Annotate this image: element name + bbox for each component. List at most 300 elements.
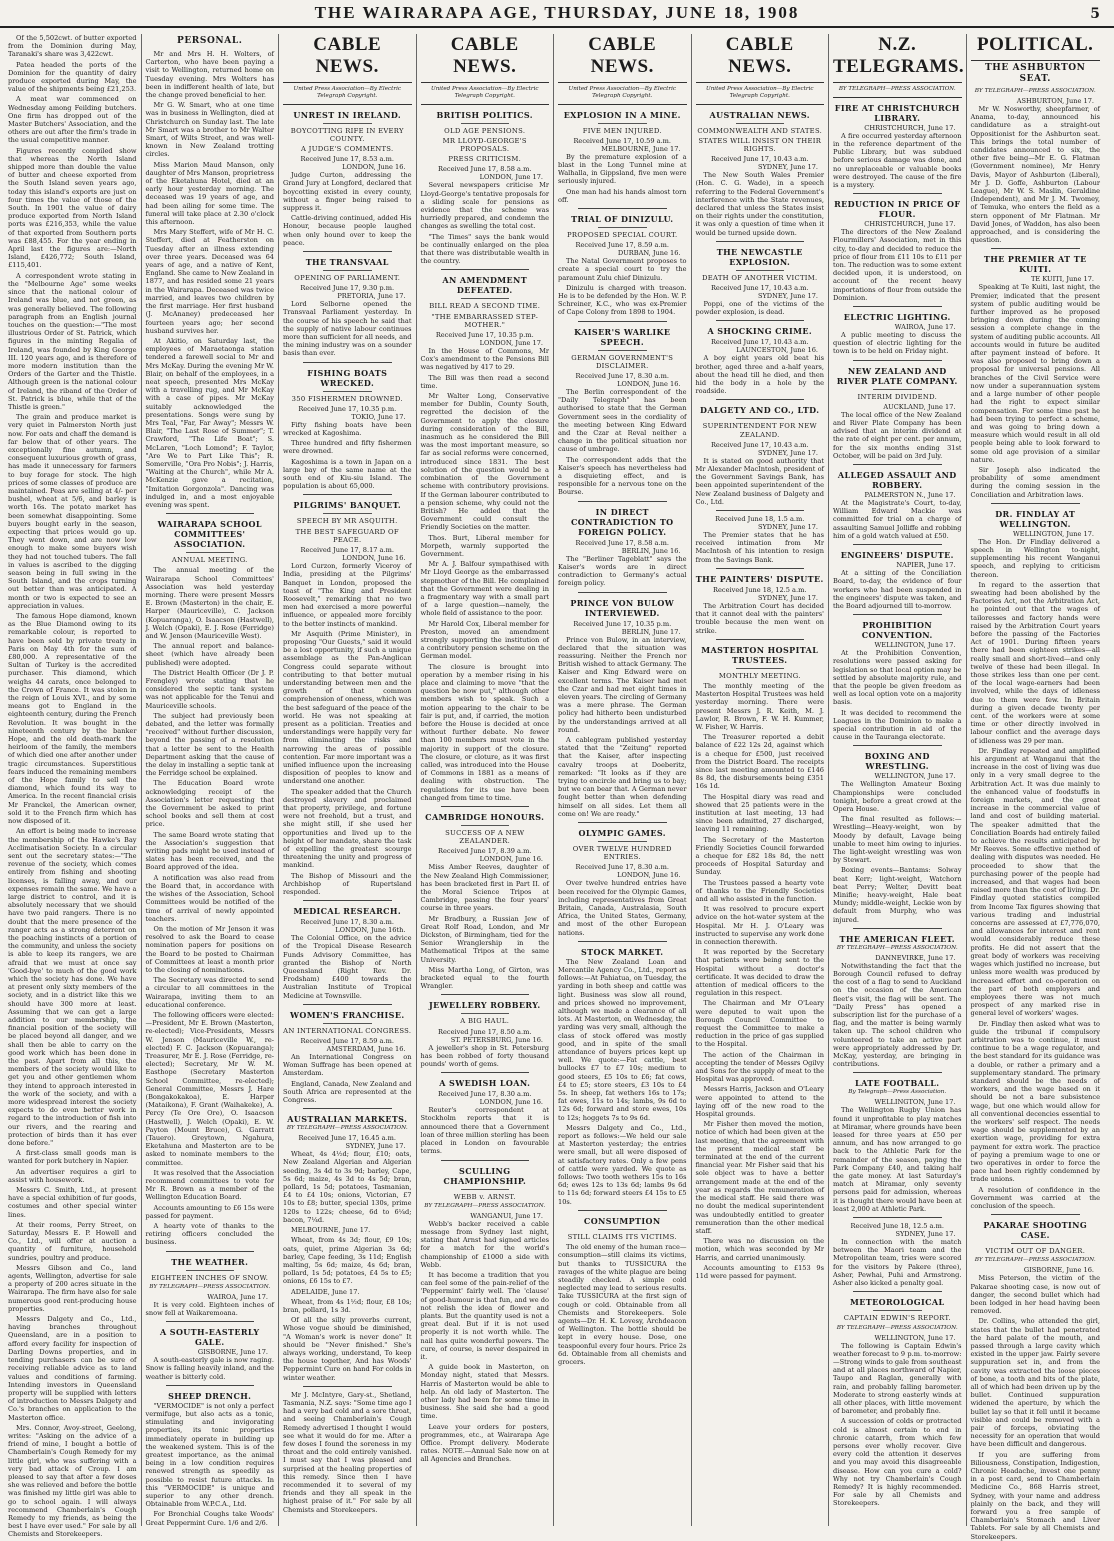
column-3 xyxy=(279,34,417,1526)
section-divider xyxy=(716,568,805,569)
dateline: MELBOURNE, June 17. xyxy=(601,144,681,153)
dateline: LAUNCESTON, June 16. xyxy=(736,346,818,355)
heading-rule xyxy=(186,1270,235,1271)
section-divider xyxy=(578,592,667,593)
section-divider xyxy=(991,1214,1081,1215)
paragraph: "VERMOCIDE" is not only a perfect vermifuge, but also acts as a tonic, stimulating and invigorating properties, its tonic properties immediately operate in building up the weakened system. This is of the greatest importance, as the animal being in a low condition requires renewed strength as speedily as possible to resist future attacks. In this "VERMOCIDE" is unique and superior to any other drench. Obtainable from W.P.C.A., Ltd. xyxy=(145,1401,274,1509)
section-divider xyxy=(716,241,805,242)
section-divider xyxy=(303,900,392,901)
section-heading: THE TRANSVAAL xyxy=(305,257,389,268)
heading-rule xyxy=(598,350,647,351)
dateline: LONDON, June 16th. xyxy=(335,926,406,935)
heading-rule xyxy=(461,1189,510,1190)
heading-rule xyxy=(736,123,785,124)
paragraph: Miss Amber Reeves, daughter of the New Zealand High Commissioner, has been bracketed first in Part II. of the Moral Science Tripos at Cambridge, passing the four years' course in three years. xyxy=(420,863,549,913)
dateline: ST. PETERSBURG, June 16. xyxy=(450,1035,543,1044)
section-heading: JEWELLERY ROBBERY. xyxy=(428,1000,541,1011)
section-divider xyxy=(853,1072,942,1073)
paragraph: The annual meeting of the Wairarapa School Committees' Association was held yesterday morning. There were present Messrs E. Brown (Masterton) in the chair, E. Harper (Mauriceville), C. Jackson (Kopuaranga), O. Isaacson (Hastwell), J. Welch (Opaki), E. J. Rose (Ferridge) and W. Jenson (Mauriceville West). xyxy=(145,566,274,640)
paragraph: Miss Martha Long, of Girton, was bracketed equal to the fourth Wrangler. xyxy=(420,965,549,991)
byline: BY TELEGRAPH—PRESS ASSOCIATION. xyxy=(836,944,958,951)
section-divider xyxy=(853,360,942,361)
section-heading: AN AMENDMENT DEFEATED. xyxy=(442,275,528,296)
paragraph: Lord Selborne opened the Transvaal Parliament yesterday. In the course of his speech he said that the supply of native labour continues more than sufficient for all needs, and the mining industry was on a sounder basis than ever. xyxy=(283,300,412,358)
section-heading: THE AMERICAN FLEET. xyxy=(839,933,955,944)
heading-rule xyxy=(736,418,785,419)
column-banner: POLITICAL. xyxy=(971,34,1101,61)
section-divider xyxy=(441,1160,530,1161)
column-8 xyxy=(967,34,1105,1541)
received-line: Received June 17, 10.59 a.m. xyxy=(573,136,672,145)
section-subheading: BOYCOTTING RIFE IN EVERY COUNTY. xyxy=(290,126,404,143)
paragraph: Mrs Mary Steffert, wife of Mr H. C. Steffert, died at Featherston on Tuesday after an illness extending over three years. Deceased was 64 years of age, and a native of Kent, England. She came to New Zealand in 1877, and has resided some 21 years in the Wairarapa. Deceased was twice married, and leaves two children by the first marriage. Her first husband (J. McAnaney) predeceased her fourteen years ago; her second husband survives her. xyxy=(145,228,274,335)
paragraph: The Wellington Amateur Boxing Championships were concluded tonight, before a great crowd at the Opera House. xyxy=(833,780,962,813)
paragraph: Mr Harold Cox, Liberal member for Preston, moved an amendment strongly supporting the institution of a contributory pension scheme on the German model. xyxy=(420,619,549,661)
received-line: Received June 18, 12.5 a.m. xyxy=(850,1222,944,1231)
received-line: Received June 17, 8.53 a.m. xyxy=(300,155,394,164)
paragraph: The famous Hope diamond, known as the Blue Diamond owing to its remarkable colour, is reported to have been sold by private treaty in Paris on May 4th for the sum of £80,000. A representative of the Sultan of Turkey is the accredited purchaser. This diamond, which weighs 44 carats, once belonged to the Crown of France. It was stolen in the reign of Louis XVI., and by some means got to England in the eighteenth century, during the French Revolution. It was bought in the nineteenth century by the banker Hope, and the old death-mark the heirloom of the family, the members of which died one after another under tragic circumstances. Superstitious fears induced the remaining members of the Hope family to sell the diamond, which found its way to America. In the recent financial crisis Mr Franckel, the American owner, sold it to the French firm which has now disposed of it. xyxy=(8,612,137,826)
section-heading: WOMEN'S FRANCHISE. xyxy=(289,1009,405,1020)
section-subheading: SUCCESS OF A NEW ZEALANDER. xyxy=(445,829,525,846)
section-subheading: OLD AGE PENSIONS. xyxy=(444,126,526,135)
heading-rule xyxy=(1011,1243,1061,1244)
dateline: CHRISTCHURCH, June 17. xyxy=(864,123,956,132)
section-heading: IN DIRECT CONTRADICTION TO FOREIGN POLICY. xyxy=(570,506,674,537)
section-divider xyxy=(853,745,942,746)
section-subheading: OVER TWELVE HUNDRED ENTRIES. xyxy=(572,844,672,862)
paragraph: A resolution of confidence in the Government was carried at the conclusion of the speech. xyxy=(970,1185,1100,1210)
paragraph: At Akitio, on Saturday last, the employees of Maraetaonga station tendered a farewell social to Mr and Mrs McKay. During the evening Mr W. Blair, on behalf of the employees, in a neat speech, presented Mrs McKay with a travelling rug, and Mr McKay with a case of pipes. Mr McKay suitably acknowledged the presentations. Songs were sung by Mrs Teal, "Far, Far Away"; Messrs W. Blair, "The Last Rose of Summer"; T. Crawford, "The Life Boat"; S. McLaren, "Loch Lomond"; F. Taylor, "Are We to Part Like This"; R. Somerville, "Ora Pro Nobis"; J. Harris, "Waiting at the Church", while Mr A. McKenzie gave a recitation, "Imitation Gorgonzola". Dancing was indulged in, and a most enjoyable evening was spent. xyxy=(145,336,274,509)
section-heading: ELECTRIC LIGHTING. xyxy=(843,312,951,323)
received-line: Received June 17, 8.39 a.m. xyxy=(438,847,532,856)
section-divider xyxy=(853,193,942,194)
paragraph: Dinizulu is charged with treason. He is to be defended by the Hon. W. P. Schreiner, K.C., who was ex-Premier of Cape Colony from 1898 to 1904. xyxy=(558,283,687,317)
section-heading: AUSTRALIAN NEWS. xyxy=(709,109,810,120)
paragraph: Prince von Bulow, in an interview, declared that the situation was reassuring. Neither the French nor British wished to attack Germany. The Kaiser and King Edward were on excellent terms. The Kaiser had met the Czar and had met eight times in eleven years. The circling of Germany was a mere phrase. The German policy had hitherto been undisturbed by the understandings arrived at all round. xyxy=(558,635,687,734)
banner-subline: United Press Association—By Electric Telegraph Copyright. xyxy=(421,83,550,105)
section-divider xyxy=(853,306,942,307)
section-divider xyxy=(578,822,667,823)
section-divider xyxy=(303,362,392,363)
paragraph: Fifty fishing boats have been wrecked at Kagoshima. xyxy=(283,420,412,438)
paragraph: Miss Peterson, the victim of the Pakarae shooting case, is now out of danger, the second bullet which had been lodged in her head having been removed. xyxy=(970,1274,1100,1316)
paragraph: Reuter's correspondent at Stockholm reports that it is announced there that a Government loan of three million sterling has been placed in London on favourable terms. xyxy=(420,1106,549,1156)
dateline: LONDON, June 16. xyxy=(479,1098,543,1107)
section-divider xyxy=(716,399,805,400)
dateline: PRETORIA, June 17. xyxy=(337,292,406,301)
paragraph: MELBOURNE, June 17. xyxy=(291,1226,371,1235)
section-divider xyxy=(166,513,255,514)
byline: BY TELEGRAPH—PRESS ASSOCIATION. xyxy=(149,1283,271,1290)
paragraph: Over twelve hundred entries have been received for the Olympic Games, including representatives from Great Britain, Canada, Australasia, South Africa, the United States, Germany, and most of the other European nations. xyxy=(558,879,687,937)
dateline: BERLIN, June 17. xyxy=(621,627,681,636)
paragraph: Judge Curton, addressing the Grand Jury at Longford, declared that boycotting existed in every county, without a finger being raised to suppress it. xyxy=(283,171,412,213)
section-subheading: AN INTERNATIONAL CONGRESS. xyxy=(283,1026,412,1035)
section-heading: DR. FINDLAY AT WELLINGTON. xyxy=(995,508,1076,529)
paragraph: It is stated on good authority that Mr Alexander MacIntosh, president of the Government Savings Bank, has been appointed superintendent of the New Zealand business of Dalgety and Co., Ltd. xyxy=(695,456,824,506)
paragraph: Kagoshima is a town in Japan on a large bay of the same name at the south end of Kiu-siu Island. The population is about 65,000. xyxy=(283,457,412,491)
paragraph: Messrs Dalgety and Co., Ltd., having branches throughout Queensland, are in a position to afford every facility for inspection of Darling Downs properties, and in tending purchasers can be sure of receiving reliable advice as to land values and conditions of farming. Intending investors in Queensland property will be supplied with letters of introduction to Messrs Dalgety and Co.'s branches on application to the Masterton office. xyxy=(8,1315,137,1422)
paragraph: The local office of the New Zealand and River Plate Company has been advised that an interim dividend at the rate of eight per cent. per annum, for the six months ending 31st October, will be paid on 3rd July. xyxy=(833,410,962,460)
heading-rule xyxy=(873,1310,922,1311)
heading-rule xyxy=(598,841,647,842)
section-heading: CONSUMPTION xyxy=(583,1215,661,1226)
paragraph: Three hundred and fifty fishermen were drowned. xyxy=(283,439,412,456)
section-heading: PERSONAL. xyxy=(176,36,243,46)
dateline: TE KUITI, June 17. xyxy=(1031,275,1094,284)
byline: BY TELEGRAPH—PRESS ASSOCIATION. xyxy=(286,1125,408,1132)
dateline: LONDON, June 16. xyxy=(617,871,681,880)
paragraph: Mr W. Nosworthy, sheepfarmer, of Anama, to-day, announced his candidature as a straight-out Oppositionist for the Ashburton seat. This brings the total number of candidates announced to six, the other five being—Mr E. G. Flatman (Government nominee), Mr Henry Davis, Mayor of Ashburton (Liberal), Mr J. D. Goffe, Ashburton (Labour League), Mr W. S. Maslin, Geraldine (Independent), and Mr J. M. Twomey, of Temuka, who enters the field as a stern opponent of Mr Flatman. Mr David Jones, of Waddon, has also been approached, and is considering the question. xyxy=(970,105,1100,245)
section-heading: BOXING AND WRESTLING. xyxy=(864,751,930,772)
dateline: PALMERSTON N., June 17. xyxy=(864,491,956,500)
dateline: LONDON, June 16. xyxy=(342,554,406,563)
received-line: Received June 17, 8.58 a.m. xyxy=(438,165,532,174)
paragraph: The closure is brought into operation by a member rising in his place and claiming to move "that the question be now put," although other members wish to speak. Such a motion appearing to the chair to be fair is put, and, if carried, the motion before the House is decided at once without further debate. No fewer than 100 members must vote in the majority in support of the closure. The closure, or cloture, as it was first called, was introduced into the House of Commons in 1881 as a means of dealing with obstruction. The regulations for its use have been changed from time to time. xyxy=(420,662,549,802)
paragraph: Patea headed the ports of the Dominion for the quantity of dairy produce exported during May, the value of the shipments being £21,253. xyxy=(8,60,137,94)
dateline: WELLINGTON, June 17. xyxy=(874,1098,956,1107)
section-divider xyxy=(578,208,667,209)
section-divider xyxy=(853,614,942,615)
section-heading: PILGRIMS' BANQUET. xyxy=(293,500,402,511)
banner-subline: United Press Association—By Electric Telegraph Copyright. xyxy=(696,83,825,105)
dateline: AMSTERDAM, June 16. xyxy=(326,1045,406,1054)
paragraph: The Premier states that he has received intimation from Mr MacIntosh of his intention to resign from the Savings Bank. xyxy=(695,531,824,564)
paragraph: At the Magistrate's Court, to-day, William Edward Mackie was committed for trial on a charge of assaulting Samuel Jolliffe and robbing him of a gold watch valued at £50. xyxy=(833,499,962,540)
dateline: NAPIER, June 17. xyxy=(896,561,956,570)
section-subheading: GERMAN GOVERNMENT'S DISCLAIMER. xyxy=(571,353,674,370)
section-divider xyxy=(303,251,392,252)
dateline: DANNEVIRKE, June 17. xyxy=(875,953,956,962)
paragraph: By the premature explosion of a blast in the Long Tunnel mine at Walhalla, in Gippsland, five men were seriously injured. xyxy=(558,152,687,186)
dateline: LONDON, June 16. xyxy=(479,855,543,864)
paragraph: It has become a tradition that you can feel some of the pain-relief of the 'Peppermint' fairly well. The 'clause' of good-humour is that fun, and we do not relish the idea of flower and plants. But the quantity used is not a great deal. But if it is not used properly it is not worth while. The nail has quite wonderful powers. The cure, of course, is never despaired in it. xyxy=(420,1270,549,1361)
section-heading: ALLEGED ASSAULT AND ROBBERY. xyxy=(837,470,957,491)
byline: By Telegraph—Press Association. xyxy=(848,1089,947,1096)
paragraph: The District Health Officer (Dr J. P. Frengley) wrote stating that he considered the septic tank system was not applicable for the Tenui and Mauriceville schools. xyxy=(145,668,274,710)
heading-rule xyxy=(461,825,510,826)
dateline: WELLINGTON, June 17. xyxy=(874,1333,956,1342)
heading-rule xyxy=(873,389,922,390)
paragraph: Messrs Harris, Jackson and O'Leary were appointed to attend to the laying off of the new road to the Hospital grounds. xyxy=(695,1085,824,1119)
paragraph: The subject had previously been debated, and the letter was formally "received" without further discussion, beyond the passing of a resolution that a letter be sent to the Health Department asking that the cause of the delay in installing a septic tank at the Ferridge school be explained. xyxy=(145,711,274,778)
column-1 xyxy=(4,34,142,1539)
section-divider xyxy=(853,1291,942,1292)
dateline: GISBORNE, June 17. xyxy=(197,1348,268,1357)
section-divider xyxy=(441,806,530,807)
paragraph: Messrs Gibson and Co., land agents, Wellington, advertise for sale a property of 200 acres situate in the Wairarapa. The firm have also for sale numerous good rent-producing house properties. xyxy=(8,1263,137,1313)
received-line: Received June 18, 12.5 a.m. xyxy=(713,585,807,594)
section-divider xyxy=(853,544,942,545)
paragraph: A boy eight years old beat his brother, aged three and a-half years, about the head till he died, and then hid the body in a hole by the roadside. xyxy=(695,354,824,396)
paragraph: Notwithstanding the fact that the Borough Council refused to defray the cost of a flag to send to Auckland on the occasion of the American fleet's visit, the flag will be sent. The "Daily Press" has opened a subscription list for the purchase of a flag, and the matter is being warmly taken up. The school children who volunteered to take an active part were appropriately addressed by Dr. McKay, yesterday, are bringing in contributions. xyxy=(833,961,962,1069)
paragraph: A succession of colds or protracted cold is almost certain to end in chronic catarrh, from which few persons ever wholly recover. Give every cold the attention it deserves and you may avoid this disagreeable disease. How can you cure a cold? Why not try Chamberlain's Cough Remedy? It is highly recommended. For sale by all Chemists and Storekeepers. xyxy=(833,1417,962,1508)
received-line: Received June 17, 8.59 a.m. xyxy=(300,1037,394,1046)
section-subheading: STILL CLAIMS ITS VICTIMS. xyxy=(567,1232,677,1241)
section-divider xyxy=(303,1004,392,1005)
paragraph: Messrs Dalgety and Co., Ltd., report as follows:—We held our sale at Masterton yesterday; the entries were small, but all were disposed of at satisfactory rates. Only a few pens of cattle were yarded. We quote as follows: Two tooth wethers 15s to 16s 6d; ewes 12s to 13s 6d; lambs 9s 6d to 11s 6d; forward steers £4 15s to £5 10s. xyxy=(558,1123,687,1206)
dateline: GISBORNE, June 16. xyxy=(1023,1266,1094,1275)
section-divider xyxy=(303,1108,392,1109)
column-5 xyxy=(554,34,692,1526)
column-4 xyxy=(417,34,555,1526)
paragraph: Mr and Mrs H. H. Wolters, of Carterton, who have been paying a visit to Wellington, returned home on Tuesday evening. Mrs Wolters has been in indifferent health of late, but the change proved beneficial to her. xyxy=(145,50,274,100)
paragraph: The Bill was then read a second time. xyxy=(420,373,549,390)
column-banner: CABLE NEWS. xyxy=(558,34,687,83)
dateline: SYDNEY, June 17. xyxy=(757,163,818,172)
paragraph: The Treasurer reported a debit balance of £22 12s 2d, against which is a cheque for £500, just received from the District Board. The receipts since last meeting amounted to £146 8s 8d, the disbursements being £351 16s 1d. xyxy=(695,733,824,791)
section-heading: PAKARAE SHOOTING CASE. xyxy=(983,1220,1088,1241)
received-line: Received June 18, 1.5 a.m. xyxy=(715,515,805,524)
received-line: Received June 17, 8.30 a.m. xyxy=(575,372,669,381)
paragraph: A correspondent wrote stating in the "Melbourne Age" some weeks since that the national colour of Ireland was blue, and not green, as was generally believed. The following paragraph from an English journal touches on the question:—"The most illustrious Order of St. Patrick, which figures in the minting Regalia of Ireland, was founded by King George III. 120 years ago, and is therefore of more modern institution than the Orders of the Garter and the Thistle. Although green is the national colour of Ireland, the riband of the Order of St. Patrick is blue, while that of the Thistle is green." xyxy=(8,271,137,411)
dateline: SYDNEY, June 17. xyxy=(757,292,818,301)
heading-rule xyxy=(598,123,647,124)
section-heading: MEDICAL RESEARCH. xyxy=(293,906,402,917)
paragraph: The Education Board wrote acknowledging receipt of the Association's letter requesting that the Government be asked to print school books and sell them at cost price. xyxy=(145,779,274,829)
section-heading: EXPLOSION IN A MINE. xyxy=(563,109,681,120)
section-subheading: A JUDGE'S COMMENTS. xyxy=(301,145,394,153)
column-6 xyxy=(692,34,830,1526)
paragraph: Webb's backer received a cable message from Sydney last night, stating that Arnst had signed articles for a match for the world's championship of £1000 a side with Webb. xyxy=(420,1219,549,1269)
section-divider xyxy=(716,320,805,321)
section-divider xyxy=(441,994,530,995)
section-subheading: COMMONWEALTH AND STATES. xyxy=(697,126,823,135)
section-heading: UNREST IN IRELAND. xyxy=(293,109,402,120)
section-heading: MASTERTON HOSPITAL TRUSTEES. xyxy=(701,644,819,665)
section-heading: PROHIBITION CONVENTION. xyxy=(861,620,933,641)
received-line: Received June 17, 8.17 a.m. xyxy=(300,546,394,555)
section-heading: THE WEATHER. xyxy=(171,1256,249,1267)
section-heading: THE PAINTERS' DISPUTE. xyxy=(695,573,824,584)
dateline: TOKIO, June 17. xyxy=(351,412,406,421)
paragraph: England, Canada, New Zealand and South Africa are represented at the Congress. xyxy=(283,1079,412,1105)
paragraph: Poppi, one of the victims of the powder explosion, is dead. xyxy=(695,300,824,317)
paragraph: The directors of the New Zealand Flourmillers' Association, met in this city, to-day and decided to reduce the price of flour from £11 10s to £11 per ton. The reduction was to some extent decided upon, it is understood, on account of the recent heavy importations of flour from outside the Dominion. xyxy=(833,228,962,302)
received-line: Received June 17, 8.59 a.m. xyxy=(575,241,669,250)
heading-rule xyxy=(323,391,372,392)
paragraph: Mr A. J. Balfour sympathised with Mr Lloyd George as the embarrassed stepmother of the Bill. He complained that the Government were dealing in a fragmentary way with a small part of a large question—namely, the whole field of assistance to the poor. xyxy=(420,560,549,618)
paragraph: The Secretary of the Masterton Friendly Societies Council forwarded a cheque for £82 18s 8d, the nett proceeds of Hospital Saturday and Sunday. xyxy=(695,835,824,877)
paragraph: Mr Fisher then moved the motion, notice of which had been given at the last meeting, that the agreement with the present medical staff be terminated at the end of the current financial year. Mr Fisher said that his sole object was to have a better arrangement made at the end of the year as regards the remuneration of the medical staff. He said there was no doubt the medical superintendent was undoubtedly entitled to greater remuneration than the other medical staff. xyxy=(695,1120,824,1235)
received-line: Received June 17, 10.35 p.m. xyxy=(435,331,534,340)
paragraph: If you are suffering from Biliousness, Constipation, Indigestion, Chronic Headache, invest one penny in a post card, send to Chamberlain Medicine Co., 868 Harris street, Sydney, with your name and address plainly on the back, and they will forward you a free sample of Chamberlain's Stomach and Liver Tablets. For sale by all Chemists and Storekeepers. xyxy=(970,1450,1100,1541)
paragraph: A jeweller's shop in St. Petersburg has been robbed of forty thousand pounds' worth of gems. xyxy=(420,1043,549,1069)
section-heading: KAISER'S WARLIKE SPEECH. xyxy=(574,326,671,347)
section-divider xyxy=(853,928,942,929)
paragraph: The final resulted as follows:—Wrestling—Heavy-weight, won by Moody by default, Lavage being unable to meet him owing to injuries. The light-weight wrestling was won by Stewart. xyxy=(833,815,962,865)
section-heading: THE NEWCASTLE EXPLOSION. xyxy=(716,246,803,267)
section-divider xyxy=(853,1217,942,1218)
paragraph: Mr Walter Long, Conservative member for Dublin, County South, regretted the decision of the Government to apply the closure during consideration of the Bill, inasmuch as he considered the Bill was the most important measure, so far as social reforms were concerned, introduced since 1831. The best solution of the question would be a combination of the Government scheme with contributory provisions. If the German labourer contributed to a pension scheme, why could not the British? He added that the Government could consult the Friendly Societies on the matter. xyxy=(420,392,549,532)
section-heading: PRINCE VON BULOW INTERVIEWED. xyxy=(570,597,675,618)
section-divider xyxy=(441,269,530,270)
section-heading: ENGINEERS' DISPUTE. xyxy=(840,550,954,561)
section-divider xyxy=(166,1385,255,1386)
dateline: SYDNEY, June 17. xyxy=(757,523,818,532)
banner-subline: United Press Association—By Electric Telegraph Copyright. xyxy=(283,83,412,105)
section-heading: CAMBRIDGE HONOURS. xyxy=(425,812,545,823)
section-subheading: FIVE MEN INJURED. xyxy=(582,126,662,135)
dateline: WELLINGTON, June 17. xyxy=(874,772,956,781)
section-divider xyxy=(716,639,805,640)
received-line: Received June 17, 9.30 p.m. xyxy=(300,284,395,293)
paragraph: A fire occurred yesterday afternoon in the reference department of the Public Library, but was subdued before serious damage was done, and no unreplaceable or valuable books were destroyed. The cause of the fire is a mystery. xyxy=(833,131,962,190)
heading-rule xyxy=(323,513,372,514)
paragraph: An advertiser requires a girl to assist with housework. xyxy=(8,1167,137,1184)
paragraph: A notification was also read from the Board that, in accordance with the wishes of the Association, School Committees would be notified of the time of arrival of newly appointed teachers. xyxy=(145,873,274,923)
paragraph: The Arbitration Court has decided that it cannot deal with the painters' trouble because the men went on strike. xyxy=(695,601,824,635)
dateline: WAIROA, June 17. xyxy=(894,323,956,332)
section-heading: THE PREMIER AT TE KUITI. xyxy=(983,254,1087,275)
section-heading: AUSTRALIAN MARKETS. xyxy=(287,1114,408,1125)
page-number: 5 xyxy=(1090,6,1100,22)
paragraph: The action of the Chairman in accepting the tender of Messrs Ogilvy and Sons for the supply of meat to the Hospital was approved. xyxy=(695,1050,824,1084)
dateline: WELLINGTON, June 17. xyxy=(874,641,956,650)
section-subheading: PRESS CRITICISM. xyxy=(448,155,522,164)
dateline: WAIROA, June 17. xyxy=(207,1292,268,1301)
paragraph: At a sitting of the Conciliation Board, to-day, the evidence of four workers who had been suspended in the engineers' dispute was taken, and the Board adjourned till to-morrow. xyxy=(833,569,962,610)
section-divider xyxy=(578,321,667,322)
paragraph: Mr J. McIntyre, Gary-st., Shetland, Tasmania, N.Z. says: "Some time ago I had a very bad cold and a sore throat, and seeing Chamberlain's Cough Remedy advertised I thought I would see what it would do for me. After a few doses I found the soreness in my throat and the cold entirely vanished. I must say that I was pleased and surprised at the healing properties of this remedy. Since then I have recommended it to several of my friends and they all speak in the highest praise of it." For sale by all Chemists and Storekeepers. xyxy=(283,1390,412,1514)
paragraph: At their rooms, Perry Street, on Saturday, Messrs E. P. Howell and Co., Ltd., will offer at auction a quantity of furniture, household sundries, poultry and produce. xyxy=(8,1220,137,1262)
paragraph: Miss Marion Maud Manson, only daughter of Mrs Manson, proprietress of the Eketahuna Hotel, died at an early hour yesterday morning. The deceased was 19 years of age, and had been ailing for some time. The funeral will take place at 2.30 o'clock this afternoon. xyxy=(145,160,274,227)
paragraph: "The Times" says the bank would be continually enlarged on the plea that there was distributable wealth in the country. xyxy=(420,232,549,266)
paragraph: At the Prohibition Convention, resolutions were passed asking for legislation so that local option may be settled by absolute majority rule, and that the people be given freedom as well as local option vote on a majority basis. xyxy=(833,649,962,707)
received-line: Received June 17, 8.30 a.m. xyxy=(438,1090,532,1099)
paragraph: It was reported by the Secretary that patients were being sent to the Hospital without a doctor's certificate. It was decided to draw the attention of medical officers to the regulation in this respect. xyxy=(695,948,824,998)
dateline: WELLINGTON, June 17. xyxy=(1013,529,1094,538)
heading-rule xyxy=(461,1013,510,1014)
section-divider xyxy=(991,503,1081,504)
paragraph: The Natal Government proposes to create a special court to try the paramount Zulu chief Dinizulu. xyxy=(558,257,687,282)
paragraph: It was resolved to procure expert advice on the hot-water system at the Hospital. Mr H. J. O'Leary was instructed to supervise any work done in connection therewith. xyxy=(695,905,824,946)
section-divider xyxy=(303,494,392,495)
section-subheading: "THE EMBARRASSED STEP-MOTHER." xyxy=(431,312,539,329)
section-subheading: A BIG HAUL. xyxy=(460,1017,510,1026)
paragraph: On the motion of Mr Jenson it was resolved to ask the Board to cease nomination papers for positions on the Board to be posted to Chairman of Committees at least a month prior to the closing of nominations. xyxy=(145,924,274,974)
paragraph: Wheat, 4s 4½d; flour, £10; oats, New Zealand Algerian and Algerian seeding, 3s 4d to 3s 9d; barley, Cape, 5s 6d; maize, 4s 3d to 4s 5d; bran, pollard, 1s 5d; potatoes, Tasmanian, £4 to £4 10s; onions, Victorian, £7 10s to £8; butter, special 130s, prime 120s to 122s; cheese, 6d to 6¼d; bacon, 7¼d. xyxy=(283,1150,412,1224)
paragraph: Speaking at Te Kuiti, last night, the Premier, indicated that the present system of public auditing would be further improved as he proposed bringing down during the coming session a complete change in the system of auditing public accounts. All accounts would in future be audited after payment instead of before. It was also proposed to bring down a proposal for universal pensions. All branches of the Civil Service were now under a superannuation system and a large number of other people had the right to expect similar compensation. For some time past he had been trying to perfect a scheme, and was going to bring down a measure which would result in all old people being able to look forward to some old age provision of a similar nature. xyxy=(970,283,1100,464)
paragraph: Wheat, from 4s 1½d; flour, £8 10s; bran, pollard, 1s 3d. xyxy=(283,1297,412,1314)
paragraph: Of the 5,502cwt. of butter exported from the Dominion during May, Taranaki's share was 3,422cwt. xyxy=(8,34,137,59)
paragraph: The Hospital diary was read and showed that 25 patients were in the institution at last meeting, 13 had since been admitted, 27 discharged, leaving 11 remaining. xyxy=(695,792,824,834)
section-subheading: THE BEST SAFEGUARD OF PEACE. xyxy=(295,527,399,544)
section-divider xyxy=(716,510,805,511)
section-subheading: EIGHTEEN INCHES OF SNOW. xyxy=(151,1273,269,1282)
received-line: Received June 17, 8.50 a.m. xyxy=(438,1027,532,1036)
paragraph: Dr. Findlay then asked what was to guide the tribunal if compulsory arbitration was to continue, it must continue to be a wage regulator, and the best standard for its guidance was a double, or rather a primary and a supplementary standard. The primary standard should be the needs of workers, and the wage based on it should be not a bare subsistence wage, but one which would allow for all conventional decencies essential to the workers' self respect. The needs wage should be supplemented by an exertion wage, providing for extra payment for extra work. The practice of paying a premium wage to one or two operatives in order to force the pace had been rightly condemned by trade unions. xyxy=(970,1019,1100,1184)
received-line: Received June 17, 8.30 a.m. xyxy=(575,863,669,872)
paragraph: Mrs. Connor, Avoy-street, Geelong, writes: "Asking on the advice of a friend of mine, I bought a bottle of Chamberlain's Cough Remedy for my little girl, who was suffering with a very bad attack of Croup. I am pleased to say that after a few doses she was relieved and before the bottle was finished my little girl was able to go to school again. I will always recommend Chamberlain's Cough Remedy to my friends, as being the best I have ever used." For sale by all Chemists and Storekeepers. xyxy=(8,1423,137,1539)
section-heading: STOCK MARKET. xyxy=(581,946,664,957)
dateline: AUCKLAND, June 17. xyxy=(883,402,956,411)
section-subheading: INTERIM DIVIDEND. xyxy=(857,392,938,401)
paragraph: The New South Wales Premier (Hon. C. G. Wade), in a speech referring to the Federal Government's interference with the State revenues, declared that unless the States insist on their rights under the constitution, it was only a question of time when it would be turned upside down. xyxy=(695,171,824,237)
section-divider xyxy=(991,248,1081,249)
dateline: SYDNEY, June 17. xyxy=(757,448,818,457)
section-subheading: VICTIM OUT OF DANGER. xyxy=(985,1247,1086,1256)
newspaper-title: THE WAIRARAPA AGE, THURSDAY, JUNE 18, 1908 xyxy=(314,3,800,22)
paragraph: In regard to the assertion that sweating had been abolished by the Factories Act, not the Arbitration Act, he pointed out that the wages of tailoresses and factory hands were raised by the Arbitration Court years before the passing of the Factories Act of 1901. During fifteen years there had been eighteen strikes—all really small and short-lived—and only twelve of these had been illegal. In those strikes less than one per cent. of the local wage-earners had been involved, while the days of idleness due to them were few. In Britain during a given decade twenty per cent. of the workers were at some time or other directly involved in labour conflict and the average days of idleness was 29 per man. xyxy=(970,580,1100,745)
section-heading: THE ASHBURTON SEAT. xyxy=(984,63,1086,84)
section-divider xyxy=(441,1072,530,1073)
heading-rule xyxy=(186,552,235,553)
paragraph: The following officers were elected:—President, Mr E. Brown (Masterton, re-elected); Vice-Presidents, Messrs W. Jenson (Mauriceville W., re-elected) F. C. Jackson (Kopuaranga); Treasurer, Mr E. J. Rose (Ferridge, re-elected); Secretary, Mr W. M. Easthope (Secretary Masterton School Committee, re-elected); General Committee, Messrs J. Hare (Bongakokakoa), E. Harper (Mataikona), F. Grant (Waihakeke), A. Percy (Te Ore Ore), O. Isaacson (Hastwell), J. Welch (Opaki), E. W. Payton (Mount Bruce), G. Garratt (Tauero). Greytown, Ngahura, Eketahuna and Masterton are to be asked to nominate members to the committee. xyxy=(145,1010,274,1167)
paragraph: Mr Asquith (Prime Minister), in proposing "Our Guests," said it would be a lost opportunity, if such a unique assemblage as the Pan-Anglican Congress could separate without contributing to that better mutual understanding between men and the growth of that common comprehension of oneness, which was the best safeguard of the peace of the world. He was not speaking at present as a politician. Treaties and understandings were happily very far from eliminating the risks and narrowing the areas of possible contention. Far more important was a unified influence upon the increasing disposition of peoples to know and understand one another. xyxy=(283,629,412,786)
paragraph: Figures recently compiled show that whereas the North Island shipped more than double the value of butter and cheese exported from the South Island seven years ago, today this island's exports are just on four times the value of those of the South. In 1901 the value of dairy produce exported from North Island ports was £216,353, while the value of that exported from Southern ports was £88,455. For the year ending in April last the figures are:—North Island, £426,772; South Island, £115,401. xyxy=(8,146,137,270)
received-line: Received June 17, 16.45 a.m. xyxy=(298,1134,397,1143)
section-subheading: PROPOSED SPECIAL COURT. xyxy=(567,231,678,240)
paragraph: It was resolved that the Association recommend committees to vote for Mr R. Brown as a member of the Wellington Education Board. xyxy=(145,1168,274,1202)
paragraph: A meat war commenced on Wednesday among Feilding butchers. One firm has dropped out of the Master Butchers' Association, and the others are out after the firm's trade in the usual competitive manner. xyxy=(8,95,137,145)
dateline: SYDNEY, June 17. xyxy=(345,1142,406,1151)
byline: BY TELEGRAPH—PRESS ASSOCIATION. xyxy=(974,1257,1096,1264)
paragraph: The following is Captain Edwin's weather forecast to 9 p.m. to-morrow:—Strong winds to gale from southeast and at all places northward of Napier, Taupo and Raglan, generally with rain, and probably falling barometer. Moderate to strong easterly winds at all other places, with little movement of barometer, and probably fine. xyxy=(833,1341,962,1416)
section-divider xyxy=(166,1321,255,1322)
paragraph: A guide book in Masterton, on Monday night, stated that Messrs. Harris of Masterton would be able to help. An old lady of Masterton. The other lady had been for some time in business. She said she had a good time. xyxy=(420,1363,549,1421)
section-heading: REDUCTION IN PRICE OF FLOUR. xyxy=(834,199,961,220)
section-subheading: OPENING OF PARLIAMENT. xyxy=(294,274,401,283)
section-divider xyxy=(303,1386,392,1387)
section-subheading: SUPERINTENDENT FOR NEW ZEALAND. xyxy=(702,422,817,439)
section-subheading: SPEECH BY MR ASQUITH. xyxy=(296,517,398,526)
section-heading: A SOUTH-EASTERLY GALE. xyxy=(159,1327,260,1348)
byline: BY TELEGRAPH—PRESS ASSOCIATION. xyxy=(424,1202,546,1209)
paragraph: Messrs C. Smith, Ltd., at present have a special exhibition of fur goods, costumes and other special winter lines. xyxy=(8,1186,137,1219)
received-line: Received June 17, 10.43 a.m. xyxy=(710,155,809,164)
column-2 xyxy=(142,34,280,1526)
paragraph: A hearty vote of thanks to the retiring officers concluded the business. xyxy=(145,1222,274,1247)
banner-subline: United Press Association—By Electric Telegraph Copyright. xyxy=(558,83,687,105)
paragraph: An International Congress on Woman Suffrage has been opened at Amsterdam. xyxy=(283,1053,412,1078)
section-divider xyxy=(578,501,667,502)
paragraph: There was no discussion on the motion, which was seconded by Mr Harris, and carried unanimously. xyxy=(695,1237,824,1262)
column-banner: CABLE NEWS. xyxy=(696,34,825,83)
section-divider xyxy=(578,1210,667,1211)
heading-rule xyxy=(736,668,785,669)
section-divider xyxy=(853,464,942,465)
paragraph: ADELAIDE, June 17. xyxy=(291,1287,360,1296)
paragraph: Leave your orders for posters, programmes, etc., at Wairarapa Age Office. Prompt delivery. Moderate rates. NOTE.—Annual Sale now on at all Agencies and Branches. xyxy=(420,1422,549,1464)
paragraph: The "Berliner Tageblatt" says the Kaiser's words are in direct contradiction to Germany's actual foreign policy. xyxy=(558,554,687,588)
paragraph: Of all the silly proverbs current, Whose vogue should be diminished, "A Woman's work is never done" It should be "Never finished." She's always working, understand, To keep the house together, And has Woods' Peppermint Cure on hand For colds in winter weather. xyxy=(283,1316,412,1382)
dateline: SYDNEY, June 17. xyxy=(895,1230,956,1239)
section-heading: METEOROLOGICAL xyxy=(849,1297,945,1308)
section-heading: LATE FOOTBALL. xyxy=(855,1078,940,1089)
dateline: WANGANUI, June 17. xyxy=(470,1211,543,1220)
paragraph: In the House of Commons, Mr Cox's amendment to the Pensions Bill was negatived by 417 to 29. xyxy=(420,347,549,372)
received-line: Received June 17, 8.30 a.m. xyxy=(300,918,394,927)
paragraph: Several newspapers criticise Mr Lloyd-George's tentative proposals for a sliding scale for pensions as evidence that the scheme was hurriedly prepared, and condemn the changes as swelling the total cost. xyxy=(420,181,549,231)
byline: BY TELEGRAPH—PRESS ASSOCIATION. xyxy=(974,88,1096,94)
section-heading: FIRE AT CHRISTCHURCH LIBRARY. xyxy=(834,102,960,123)
heading-rule xyxy=(323,270,372,271)
paragraph: Lord Curzon, formerly Viceroy of India, presiding at the Pilgrims' Banquet in London, proposed the toast of "The King and President Roosevelt," remarking that no two men had exercised a more powerful influence, or appealed more forcibly to the better instincts of mankind. xyxy=(283,562,412,628)
received-line: Received June 17, 10.43 a.m. xyxy=(710,440,809,449)
section-heading: WAIRARAPA SCHOOL COMMITTEES' ASSOCIATION. xyxy=(157,519,262,550)
paragraph: Mr Bradbury, a Russian Jew of Great Rolf Road, London, and Mr Dickston, of Birmingham, tied for the Senior Wranglership in the Mathematical Tripos at the same University. xyxy=(420,914,549,964)
received-line: Received June 17, 10.35 p.m. xyxy=(573,619,672,628)
paragraph: Wheat, from 4s 3d; flour, £9 10s; oats, quiet, prime Algerian 3s 6d; barley, Cape feeding, 3s 11d; English malting, 5s 6d; maize, 4s 6d; bran, pollard, 1s 5d; potatoes, £4 5s to £5; onions, £6 15s to £7. xyxy=(283,1236,412,1286)
section-subheading: MR LLOYD-GEORGE'S PROPOSALS. xyxy=(442,136,527,153)
section-divider xyxy=(166,1251,255,1252)
paragraph: Boxing events—Bantams: Solway beat Kerr; light-weight, Watchorn beat Perry; Welter, Devitt beat Minifie; heavy-weight, Hale beat Mundy; middle-weight, Leckie won by default from Murphy, who was injured. xyxy=(833,866,962,924)
section-heading: BRITISH POLITICS. xyxy=(436,109,533,120)
section-subheading: ANNUAL MEETING. xyxy=(171,556,248,565)
column-banner: N.Z. TELEGRAMS. xyxy=(833,34,962,83)
paragraph: The Berlin correspondent of the "Daily Telegraph" has been authorised to state that the German Government sees in the cordiality of the meeting between King Edward and the Czar at Reval neither a change in the political situation nor cause of umbrage. xyxy=(558,388,687,454)
